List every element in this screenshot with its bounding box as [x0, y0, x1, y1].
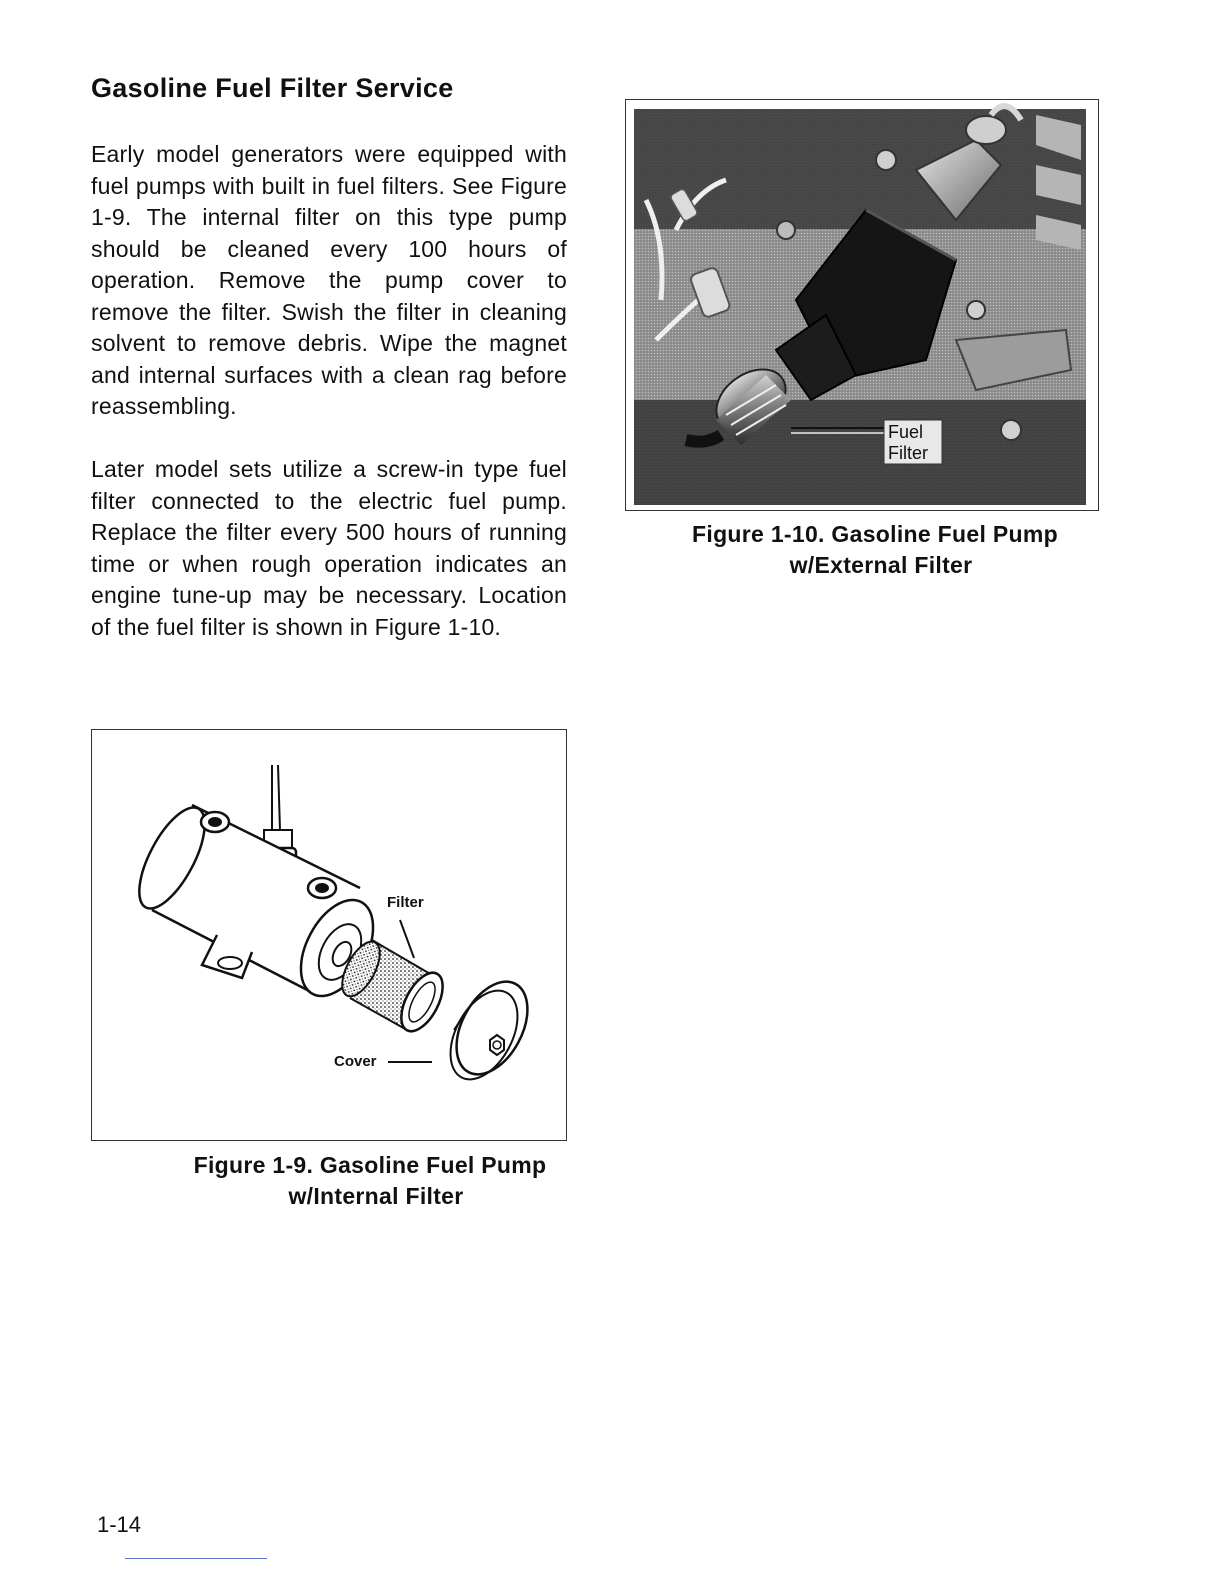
figure-1-9-caption-line1: Figure 1-9. Gasoline Fuel Pump: [193, 1152, 547, 1178]
filter-label: Filter: [888, 443, 928, 463]
figure-1-9-caption: [130, 1150, 610, 1212]
figure-1-10-caption-line1: Figure 1-10. Gasoline Fuel Pump: [692, 521, 1058, 547]
fuel-pump-internal-filter-drawing: [92, 730, 566, 1140]
figure-1-10: [625, 99, 1099, 511]
figure-1-9-caption-line2: w/Internal Filter: [288, 1183, 464, 1209]
footer-rule: [125, 1558, 267, 1559]
page-number: 1-14: [97, 1512, 142, 1537]
paragraph-later-models: Later model sets utilize a screw-in type fuel filter connected to the electric fuel pump. Replace the filter every 500 hours of running time or when rough operation indicates an engine tune-up may be necessary. Location of the fuel filter is shown in Figure 1-10.: [91, 456, 567, 640]
figure-1-10-caption-line2: w/External Filter: [789, 552, 973, 578]
figure-1-10-caption: [660, 519, 1090, 581]
fuel-pump-external-filter-photo: [626, 100, 1098, 510]
filter-label: Filter: [387, 894, 424, 911]
figure-1-9: [91, 729, 567, 1141]
paragraph-early-models: Early model generators were equipped with fuel pumps with built in fuel filters. See Figure 1-9. The internal filter on this type pump should be cleaned every 100 hours of operation. Remove the pump cover to remove the filter. Swish the filter in cleaning solvent to remove debris. Wipe the magnet and internal surfaces with a clean rag before reassembling.: [91, 141, 567, 419]
section-title: Gasoline Fuel Filter Service: [91, 73, 454, 103]
fuel-label: Fuel: [888, 422, 924, 442]
cover-label: Cover: [334, 1053, 377, 1070]
